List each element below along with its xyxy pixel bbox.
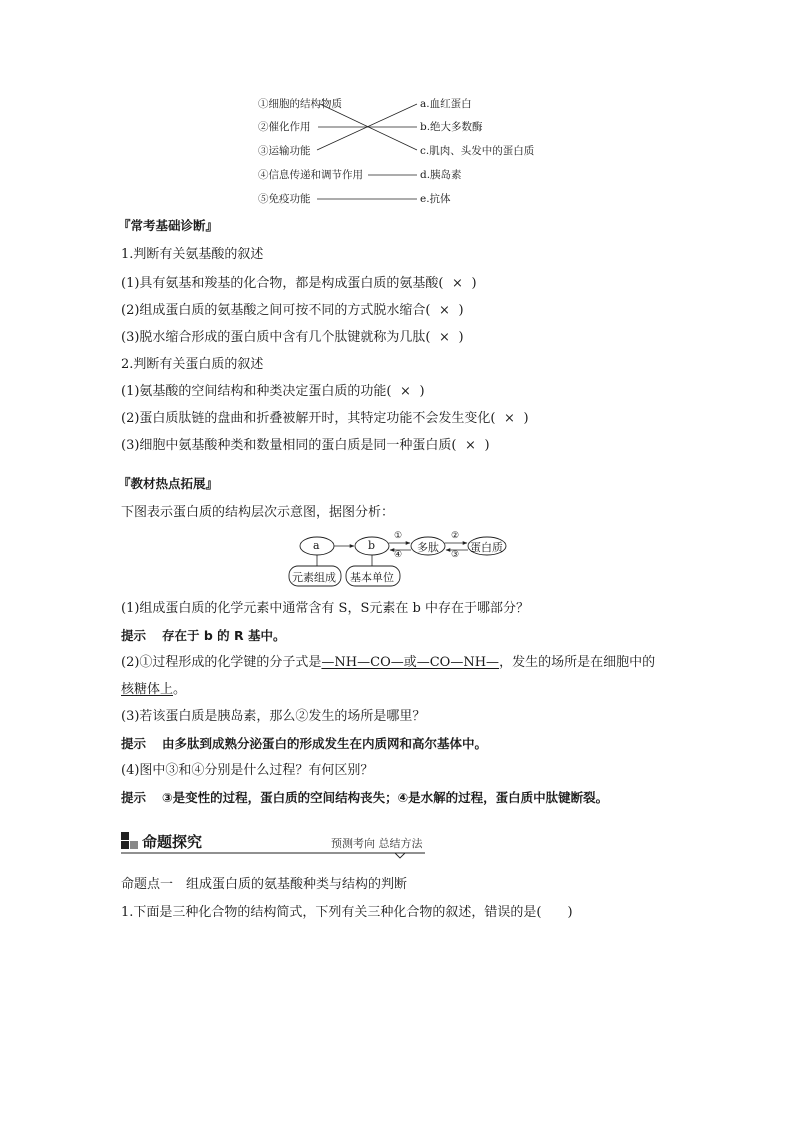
banner-square-3 [130, 841, 138, 849]
banner-square-1 [121, 832, 129, 840]
hint-label: 提示 [121, 790, 147, 805]
diagnosis-q2-title: 2.判断有关蛋白质的叙述 [121, 357, 264, 372]
match-right-e: e.抗体 [420, 193, 451, 205]
box-elements-label: 元素组成 [292, 571, 336, 584]
bracket-open-icon: 『 [118, 476, 131, 491]
node-a-label: a [313, 539, 320, 552]
arrow-label-3: ③ [451, 550, 460, 560]
bracket-open-icon: 『 [118, 218, 131, 233]
match-right-c: c.肌肉、头发中的蛋白质 [420, 145, 535, 157]
diagnosis-q1-item: (3)脱水缩合形成的蛋白质中含有几个肽键就称为几肽( × ) [121, 330, 464, 345]
banner-square-2 [121, 841, 129, 849]
diagnosis-q2-item: (3)细胞中氨基酸种类和数量相同的蛋白质是同一种蛋白质( × ) [121, 438, 490, 453]
match-left-2: ②催化作用 [258, 121, 311, 133]
textbook-q1: (1)组成蛋白质的化学元素中通常含有 S，S元素在 b 中存在于哪部分？ [121, 601, 529, 616]
box-unit-label: 基本单位 [350, 571, 394, 584]
match-left-5: ⑤免疫功能 [258, 193, 311, 205]
banner-notch [395, 853, 405, 858]
diagnosis-q2-item: (1)氨基酸的空间结构和种类决定蛋白质的功能( × ) [121, 384, 425, 399]
fill-blank-site: 核糖体上 [121, 682, 174, 697]
match-right-d: d.胰岛素 [420, 169, 462, 181]
node-b-label: b [368, 539, 376, 552]
textbook-q2: (2)①过程形成的化学键的分子式是—NH—CO—或—CO—NH—，发生的场所是在细胞中的 [121, 655, 656, 670]
node-protein-label: 蛋白质 [470, 541, 503, 554]
textbook-a1: 提示 存在于 b 的 R 基中。 [121, 628, 286, 643]
bracket-close-icon: 』 [205, 476, 219, 491]
textbook-header: 『教材热点拓展』 [118, 476, 219, 491]
diagnosis-q2-item: (2)蛋白质肽链的盘曲和折叠被解开时，其特定功能不会发生变化( × ) [121, 411, 529, 426]
problem-q1: 1.下面是三种化合物的结构简式，下列有关三种化合物的叙述，错误的是( ) [121, 905, 573, 920]
match-left-1: ①细胞的结构物质 [258, 98, 342, 110]
section-subtitle: 预测考向 总结方法 [331, 837, 423, 850]
node-polypeptide-label: 多肽 [417, 541, 439, 554]
diagnosis-q1-title: 1.判断有关氨基酸的叙述 [121, 247, 264, 262]
diagnosis-q1-item: (1)具有氨基和羧基的化合物，都是构成蛋白质的氨基酸( × ) [121, 276, 477, 291]
textbook-q3: (3)若该蛋白质是胰岛素，那么②发生的场所是哪里？ [121, 709, 426, 724]
arrow-label-2: ② [451, 531, 460, 541]
match-left-3: ③运输功能 [258, 145, 311, 157]
arrow-label-1: ① [394, 531, 403, 541]
diagnosis-header: 『常考基础诊断』 [118, 218, 219, 233]
diagnosis-q1-item: (2)组成蛋白质的氨基酸之间可按不同的方式脱水缩合( × ) [121, 303, 464, 318]
match-right-a: a.血红蛋白 [420, 98, 472, 110]
textbook-q2-cont: 核糖体上。 [121, 682, 187, 697]
textbook-a3: 提示 由多肽到成熟分泌蛋白的形成发生在内质网和高尔基体中。 [121, 736, 488, 751]
problem-point: 命题点一 组成蛋白质的氨基酸种类与结构的判断 [121, 877, 408, 892]
match-right-b: b.绝大多数酶 [420, 121, 483, 133]
textbook-a4: 提示 ③是变性的过程，蛋白质的空间结构丧失；④是水解的过程，蛋白质中肽键断裂。 [121, 790, 609, 805]
textbook-q4: (4)图中③和④分别是什么过程？有何区别？ [121, 763, 374, 778]
hint-label: 提示 [121, 628, 147, 643]
section-title: 命题探究 [142, 833, 203, 851]
arrow-label-4: ④ [394, 550, 403, 560]
match-left-4: ④信息传递和调节作用 [258, 169, 363, 181]
bracket-close-icon: 』 [205, 218, 219, 233]
textbook-intro: 下图表示蛋白质的结构层次示意图，据图分析： [121, 505, 395, 520]
hint-label: 提示 [121, 736, 147, 751]
fill-blank-bond: —NH—CO—或—CO—NH— [321, 655, 500, 670]
